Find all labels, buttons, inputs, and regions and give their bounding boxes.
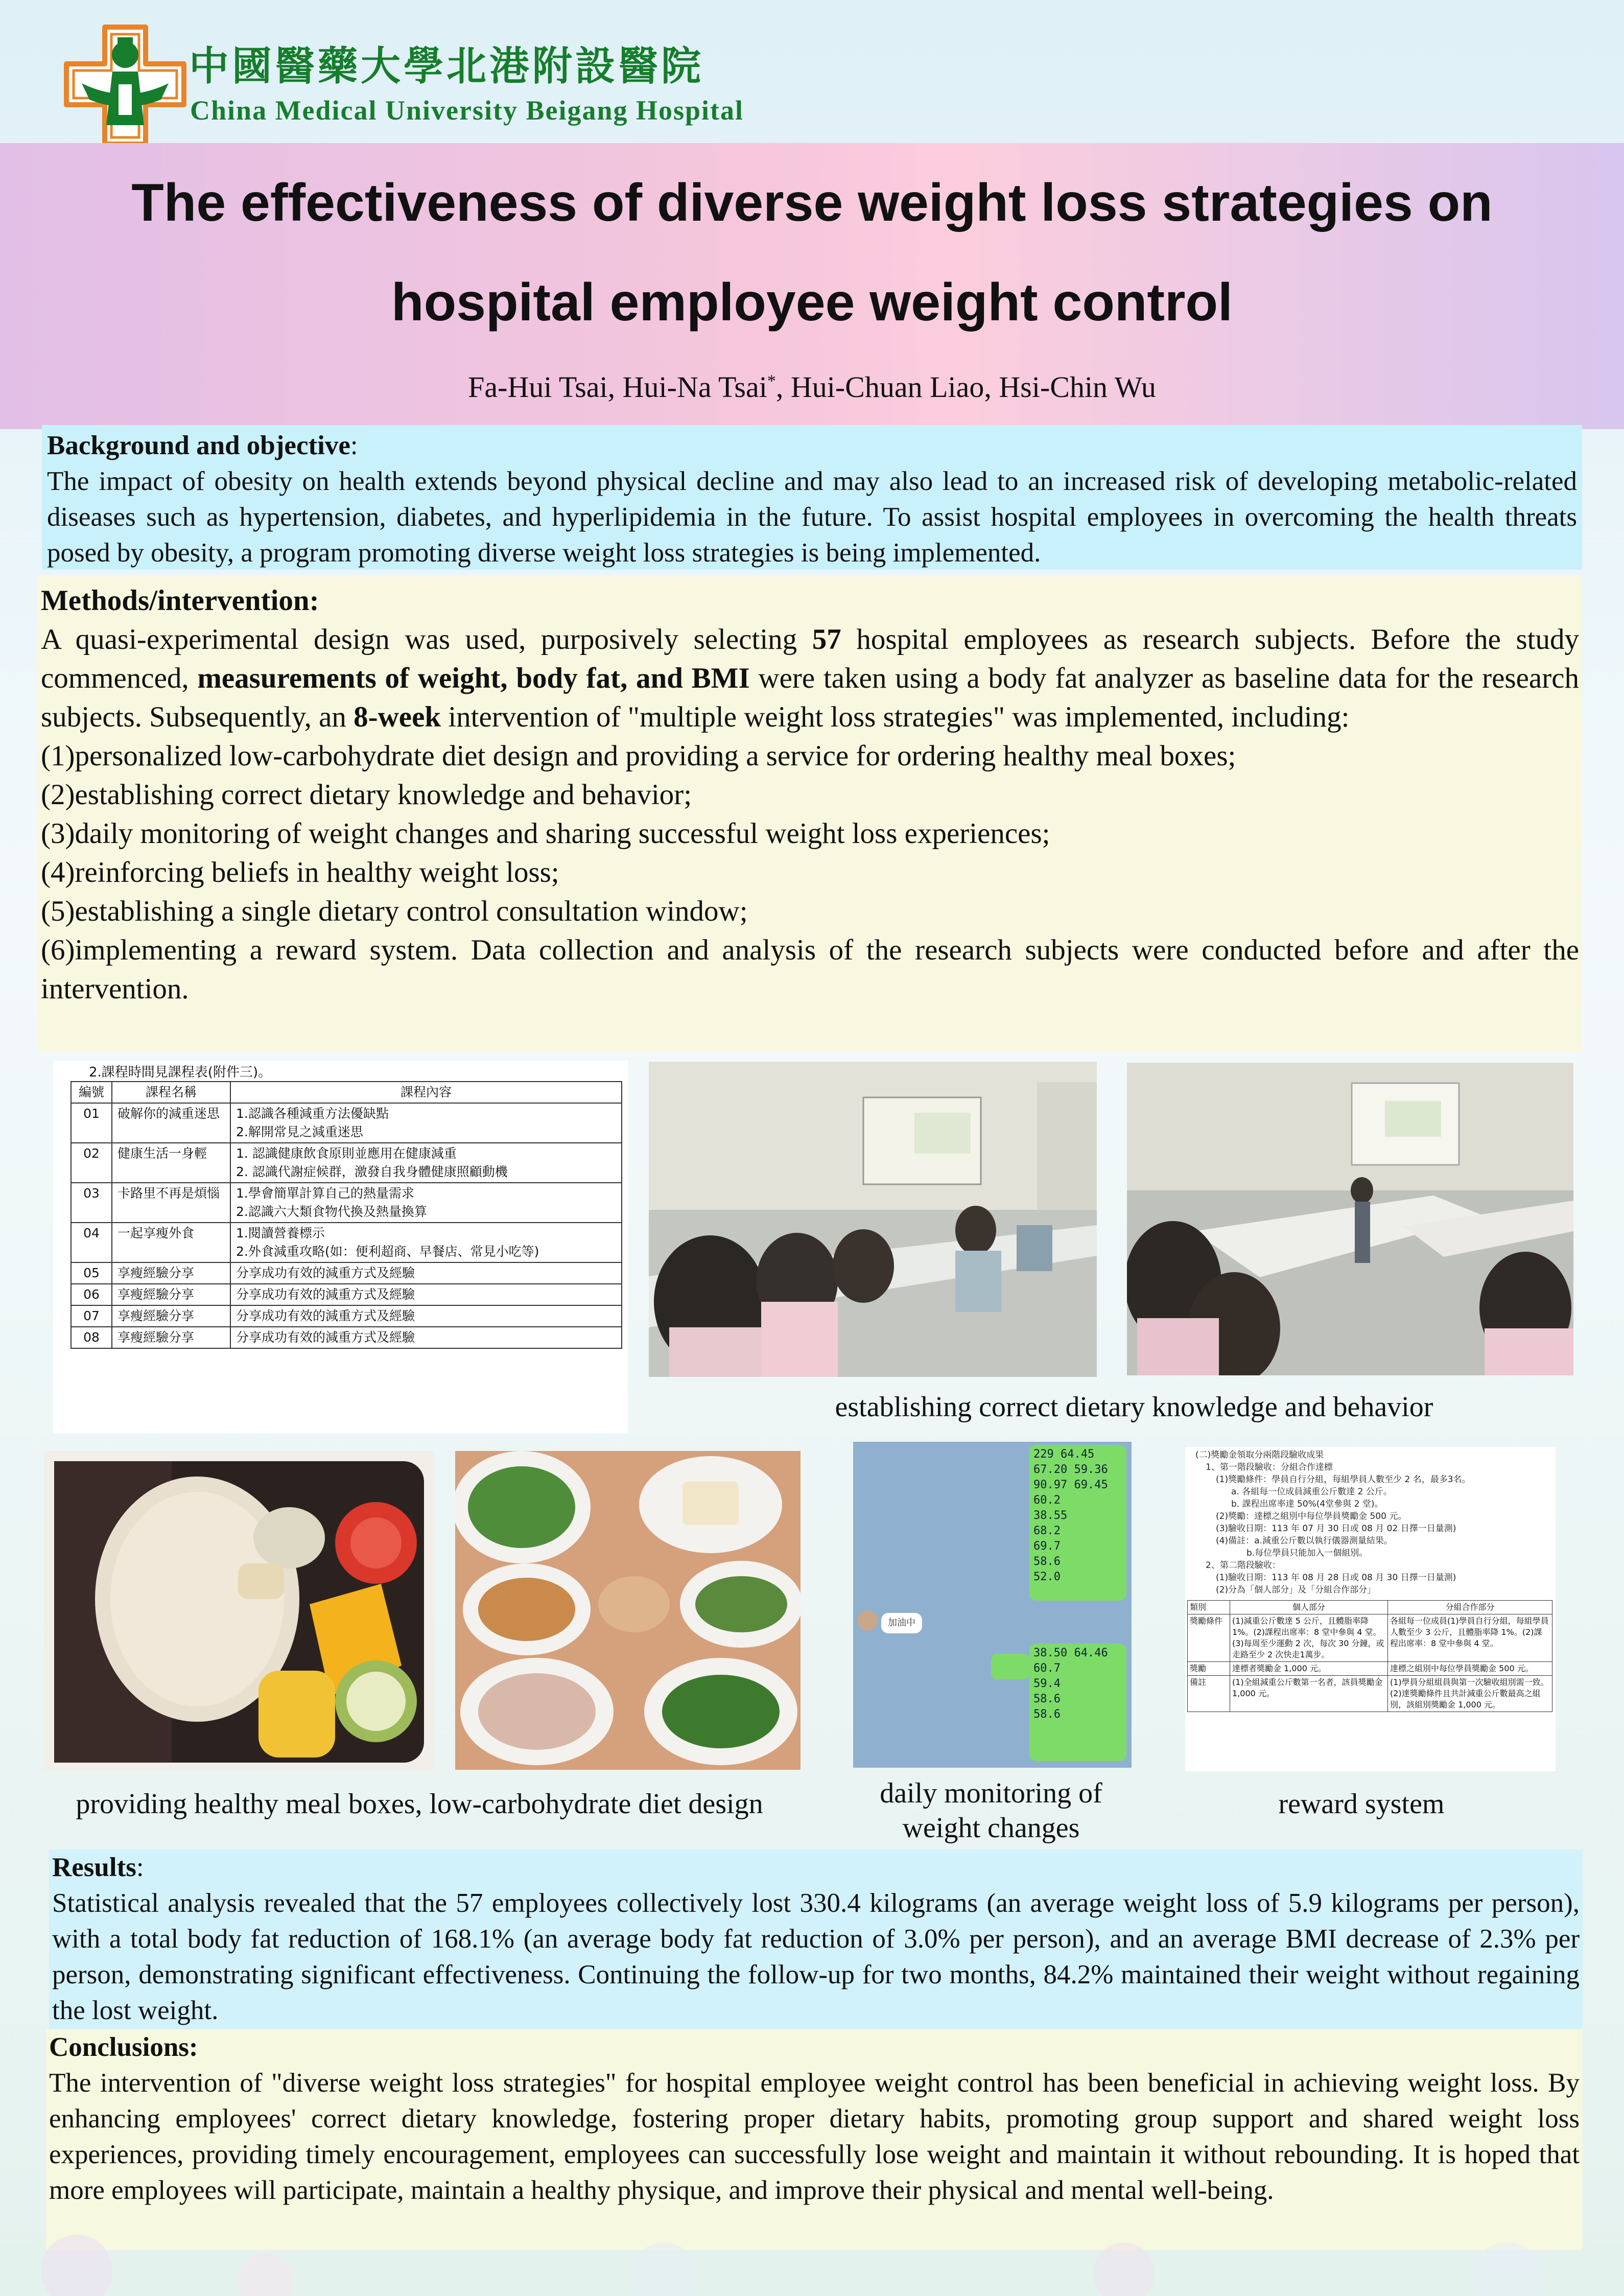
content-line: 1. 認識健康飲食原則並應用在健康減重 — [236, 1146, 457, 1161]
subject-count: 57 — [812, 623, 841, 655]
course-name: 享瘦經驗分享 — [112, 1284, 230, 1305]
content-line: 2. 認識代謝症候群，激發自我身體健康照顧動機 — [236, 1164, 508, 1179]
course-content — [230, 1143, 622, 1183]
monitoring-caption — [838, 1776, 1144, 1845]
table-header-row — [71, 1082, 622, 1103]
measurements-text: measurements of weight, body fat, and BMI — [197, 662, 750, 694]
poster-title — [51, 153, 1573, 353]
course-name: 享瘦經驗分享 — [112, 1305, 230, 1327]
classroom-photo-2 — [1127, 1063, 1573, 1375]
chat-bubble-incoming: 加油中 — [881, 1613, 922, 1633]
course-name: 破解你的減重迷思 — [112, 1103, 230, 1143]
weight-reading: 52.0 — [1033, 1571, 1061, 1583]
results-section — [49, 1849, 1583, 2029]
col-header: 類別 — [1188, 1601, 1230, 1614]
table-row — [71, 1284, 622, 1305]
methods-intro — [41, 620, 1579, 737]
table-cell: 獎勵條件 — [1188, 1614, 1230, 1661]
background-heading-line — [47, 428, 1577, 463]
classroom-scene-image — [649, 1062, 1097, 1377]
course-content: 分享成功有效的減重方式及經驗 — [230, 1327, 622, 1348]
corresponding-mark: * — [767, 371, 776, 391]
weight-reading: 60.2 — [1033, 1494, 1061, 1507]
reward-line: a. 各組每一位成員減重公斤數達 2 公斤。 — [1231, 1487, 1392, 1497]
chat-bubble-readings — [1029, 1445, 1126, 1601]
reward-line: (2)分為「個人部分」及「分組合作部分」 — [1216, 1585, 1376, 1595]
content-line: 1.認識各種減重方法優缺點 — [236, 1106, 389, 1121]
course-schedule-figure — [53, 1061, 628, 1434]
table-cell: (1)全組減重公斤數第一名者，該員獎勵金 1,000 元。 — [1230, 1676, 1388, 1712]
course-content: 分享成功有效的減重方式及經驗 — [230, 1262, 622, 1284]
table-cell: (1)減重公斤數達 5 公斤，且體脂率降 1%。(2)課程出席率：8 堂中參與 4 堂。(3)每周至少運動 2 次，每次 30 分鐘，或走路至少 2 次快走1萬步。 — [1230, 1614, 1388, 1661]
table-row — [1188, 1614, 1552, 1662]
table-cell: (1)學員分組組員與第一次驗收組別需一致。(2)達獎勵條件且共計減重公斤數最高之組別，該組別獎勵金 1,000 元。 — [1390, 1677, 1549, 1709]
methods-item: (5)establishing a single dietary control consultation window; — [41, 895, 748, 927]
authors-first: Fa-Hui Tsai, Hui-Na Tsai — [468, 370, 767, 404]
reward-line: (1)獎勵條件：學員自行分組，每組學員人數至少 2 名，最多3名。 — [1216, 1474, 1471, 1485]
avatar — [857, 1610, 878, 1631]
meal-box-image — [44, 1451, 434, 1770]
low-carb-dishes-photo — [455, 1451, 801, 1770]
content-line: 2.外食減重攻略(如：便利超商、早餐店、常見小吃等) — [236, 1244, 539, 1259]
table-row — [1188, 1662, 1552, 1676]
methods-intro-e: were taken using a body fat analyzer as baseline data for the research subjects. Subsequently, an — [41, 662, 1579, 733]
table-cell: 達標之組別中每位學員獎勵金 500 元。 — [1390, 1664, 1534, 1673]
weight-reading: 69.7 — [1033, 1540, 1061, 1553]
course-no: 01 — [71, 1103, 112, 1143]
title-line-2: hospital employee weight control — [391, 273, 1233, 332]
weight-monitoring-chat-screenshot — [853, 1442, 1132, 1768]
content-line: 2.認識六大類食物代換及熱量換算 — [236, 1204, 427, 1219]
authors-rest: , Hui-Chuan Liao, Hsi-Chin Wu — [775, 370, 1156, 404]
table-header-row — [1188, 1601, 1552, 1614]
course-no: 06 — [71, 1284, 112, 1305]
hospital-cross-emblem-icon — [61, 23, 189, 148]
table-cell: 達標者獎勵金 1,000 元。 — [1230, 1662, 1388, 1675]
reward-line: b.每位學員只能加入一個組別。 — [1246, 1548, 1368, 1558]
content-line: 2.解開常見之減重迷思 — [236, 1124, 363, 1139]
reward-system-document — [1185, 1447, 1556, 1771]
table-row — [71, 1183, 622, 1223]
authors — [0, 370, 1624, 404]
weight-reading: 59.4 — [1033, 1677, 1061, 1690]
table-cell: 獎勵 — [1188, 1662, 1230, 1675]
methods-intro-a: A quasi-experimental design was used, purposively selecting — [41, 623, 812, 655]
methods-item: (6)implementing a reward system. Data collection and analysis of the research subjects were conducted before and after the intervention. — [41, 934, 1579, 1005]
weight-reading: 58.6 — [1033, 1693, 1061, 1705]
weight-reading: 38.55 — [1033, 1509, 1068, 1522]
logo-english-name: China Medical University Beigang Hospital — [190, 95, 744, 126]
results-heading-line — [52, 1849, 1580, 1885]
course-table-caption: 2.課程時間見課程表(附件三)。 — [89, 1065, 272, 1080]
table-cell: 各組每一位成員(1)學員自行分組，每組學員人數至少 3 公斤，且體脂率降 1%。(2)課程出席率：8 堂中參與 4 堂。 — [1390, 1616, 1549, 1648]
chat-bubble-status — [991, 1654, 1029, 1679]
col-header: 個人部分 — [1230, 1601, 1388, 1614]
methods-intro-g: intervention of "multiple weight loss strategies" was implemented, including: — [441, 701, 1350, 733]
methods-item: (3)daily monitoring of weight changes and sharing successful weight loss experiences; — [41, 817, 1050, 850]
course-name: 享瘦經驗分享 — [112, 1327, 230, 1348]
course-content — [230, 1103, 622, 1143]
content-line: 1.閱讀營養標示 — [236, 1226, 325, 1240]
methods-item: (4)reinforcing beliefs in healthy weight loss; — [41, 856, 559, 888]
reward-doc-text — [1195, 1449, 1553, 1596]
course-no: 07 — [71, 1305, 112, 1327]
dietary-caption: establishing correct dietary knowledge and behavior — [835, 1391, 1433, 1423]
course-content: 分享成功有效的減重方式及經驗 — [230, 1284, 622, 1305]
course-no: 04 — [71, 1223, 112, 1262]
reward-table — [1187, 1600, 1552, 1712]
methods-section — [38, 576, 1582, 1051]
course-table — [70, 1081, 622, 1349]
col-header: 編號 — [71, 1082, 112, 1103]
reward-line: (1)驗收日期：113 年 08 月 28 日或 08 月 30 日擇一日量測) — [1216, 1573, 1456, 1583]
course-name: 享瘦經驗分享 — [112, 1262, 230, 1284]
reward-line: 1、第一階段驗收：分組合作達標 — [1206, 1462, 1333, 1472]
course-no: 05 — [71, 1262, 112, 1284]
course-name: 一起享瘦外食 — [112, 1223, 230, 1262]
reward-line: (4)備註：a.減重公斤數以執行儀器測量結果。 — [1216, 1536, 1393, 1546]
conclusions-section — [46, 2029, 1583, 2250]
meals-caption: providing healthy meal boxes, low-carbohydrate diet design — [76, 1788, 763, 1820]
hospital-logo — [61, 23, 744, 148]
classroom-scene-image — [1127, 1063, 1573, 1375]
results-colon: : — [136, 1853, 144, 1882]
reward-line: 2、第二階段驗收： — [1206, 1560, 1281, 1571]
col-header: 課程內容 — [230, 1082, 622, 1103]
decorative-footer-pattern — [0, 2224, 1624, 2296]
table-cell: 備註 — [1188, 1676, 1230, 1712]
meal-box-photo — [44, 1451, 434, 1770]
low-carb-dishes-image — [455, 1451, 801, 1770]
weight-reading: 68.2 — [1033, 1525, 1061, 1537]
course-no: 02 — [71, 1143, 112, 1183]
logo-chinese-name: 中國醫藥大學北港附設醫院 — [189, 43, 704, 89]
course-content: 分享成功有效的減重方式及經驗 — [230, 1305, 622, 1327]
results-heading: Results — [52, 1853, 136, 1882]
course-name: 健康生活一身輕 — [112, 1143, 230, 1183]
background-heading: Background and objective — [47, 431, 350, 460]
course-content — [230, 1223, 622, 1262]
course-no: 08 — [71, 1327, 112, 1348]
weight-reading: 58.6 — [1033, 1708, 1061, 1721]
methods-item: (2)establishing correct dietary knowledge and behavior; — [41, 779, 692, 811]
duration-text: 8-week — [354, 701, 441, 733]
table-row — [71, 1262, 622, 1284]
weight-reading: 38.50 64.46 — [1033, 1647, 1108, 1659]
reward-line: (3)驗收日期：113 年 07 月 30 日或 08 月 02 日擇一日量測) — [1216, 1524, 1456, 1534]
course-name: 卡路里不再是煩惱 — [112, 1183, 230, 1223]
monitoring-caption-line-2: weight changes — [902, 1812, 1080, 1844]
weight-reading: 67.20 59.36 — [1033, 1463, 1108, 1476]
conclusions-text: The intervention of "diverse weight loss strategies" for hospital employee weight control has been beneficial in achieving weight loss. By enhancing employees' correct dietary knowledge, fostering proper dietary habits, promoting group support and shared weight loss experiences, providing timely encouragement, employees can successfully lose weight and maintain it without rebounding. It is hoped that more employees will participate, maintain a healthy physique, and improve their physical and mental well-being. — [49, 2068, 1580, 2205]
reward-line: (二)獎勵金領取分兩階段驗收成果 — [1195, 1450, 1324, 1460]
reward-line: b. 課程出席率達 50%(4堂參與 2 堂)。 — [1231, 1499, 1383, 1509]
chat-bubble-readings-2 — [1029, 1644, 1126, 1761]
monitoring-caption-line-1: daily monitoring of — [880, 1777, 1102, 1809]
content-line: 1.學會簡單計算自己的熱量需求 — [236, 1186, 414, 1201]
table-row — [71, 1143, 622, 1183]
table-row — [1188, 1676, 1552, 1712]
background-section — [42, 425, 1582, 570]
methods-item: (1)personalized low-carbohydrate diet design and providing a service for ordering healthy meal boxes; — [41, 740, 1236, 772]
col-header: 分組合作部分 — [1445, 1602, 1495, 1612]
course-content — [230, 1183, 622, 1223]
weight-reading: 229 64.45 — [1033, 1448, 1095, 1461]
reward-line: (2)獎勵：達標之組別中每位學員獎勵金 500 元。 — [1216, 1511, 1407, 1521]
background-text: The impact of obesity on health extends beyond physical decline and may also lead to an increased risk of developing metabolic-related diseases such as hypertension, diabetes, and hyperlipidemia in the future. To assist hospital employees in overcoming the health threats posed by obesity, a program promoting diverse weight loss strategies is being implemented. — [47, 466, 1577, 568]
title-line-1: The effectiveness of diverse weight loss strategies on — [131, 173, 1493, 232]
methods-intro-c: hospital employees as research subjects. Before the study commenced, — [41, 623, 1580, 694]
results-text: Statistical analysis revealed that the 57 employees collectively lost 330.4 kilograms (an average weight loss of 5.9 kilograms per person), with a total body fat reduction of 168.1% (an average body fat reduction of 3.0% per person), and an average BMI decrease of 2.3% per person, demonstrating significant effectiveness. Continuing the follow-up for two months, 84.2% maintained their weight without regaining the lost weight. — [52, 1888, 1580, 2025]
course-no: 03 — [71, 1183, 112, 1223]
weight-reading: 58.6 — [1033, 1555, 1061, 1568]
reward-caption: reward system — [1278, 1788, 1445, 1820]
conclusions-heading: Conclusions: — [49, 2032, 198, 2062]
weight-reading: 90.97 69.45 — [1033, 1479, 1108, 1491]
weight-reading: 60.7 — [1033, 1662, 1061, 1675]
methods-heading: Methods/intervention: — [41, 584, 319, 617]
col-header: 課程名稱 — [112, 1082, 230, 1103]
table-row — [71, 1103, 622, 1143]
table-row — [71, 1327, 622, 1348]
classroom-photo-1 — [649, 1062, 1097, 1377]
table-row — [71, 1223, 622, 1262]
background-colon: : — [350, 431, 358, 460]
table-row — [71, 1305, 622, 1327]
